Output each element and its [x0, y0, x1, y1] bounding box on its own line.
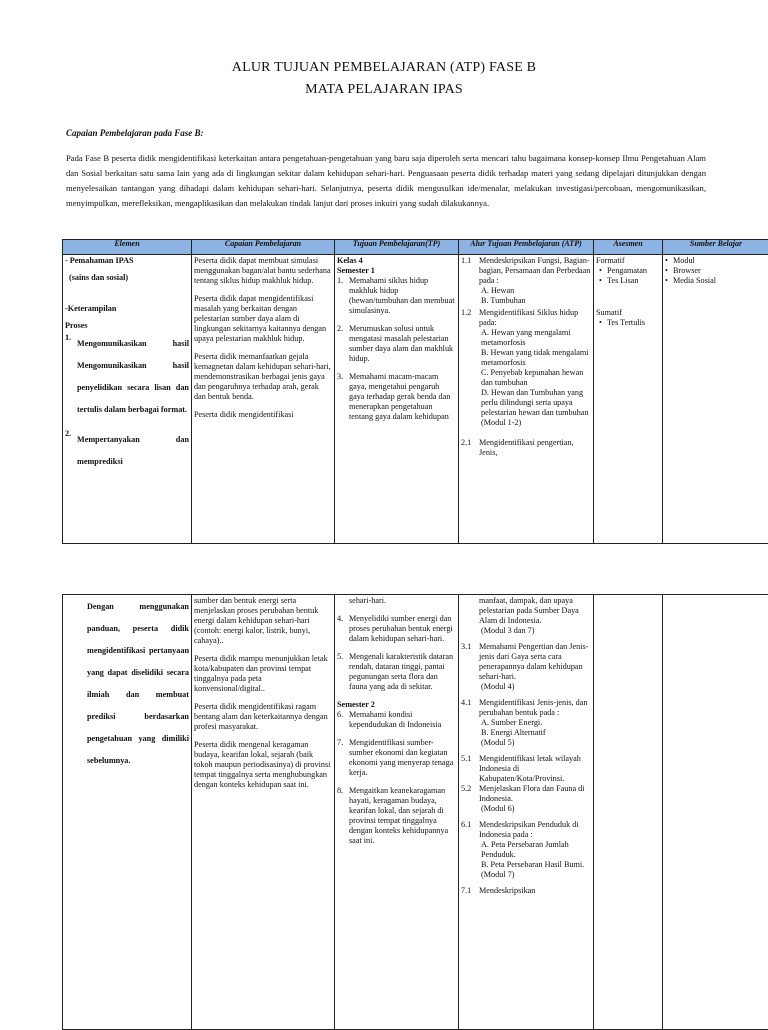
- cp-cell: [192, 595, 335, 1030]
- atp-sub: B. Tumbuhan: [461, 296, 591, 306]
- atp-continuation: manfaat, dampak, dan upaya pelestarian pada Sumber Daya Alam di Indonesia.: [461, 596, 591, 626]
- atp-modul: (Modul 5): [461, 738, 591, 748]
- atp-modul: (Modul 4): [461, 682, 591, 692]
- header-cp: Capaian Pembelajaran: [192, 240, 335, 255]
- elemen-cell: [63, 255, 192, 544]
- elemen-proses: Proses: [65, 321, 189, 331]
- elemen-pemahaman: - Pemahaman IPAS: [65, 256, 189, 266]
- tp-item: 4. Menyelidiki sumber energi dan proses perubahan bentuk energi dalam kehidupan sehari-hari.: [337, 614, 456, 644]
- atp-sub: A. Hewan: [461, 286, 591, 296]
- header-elemen: Elemen: [63, 240, 192, 255]
- sumber-item: • Browser: [665, 266, 767, 276]
- cp-paragraph: Peserta didik mampu menunjukkan letak kota/kabupaten dan provinsi tempat tinggalnya pada peta konvensional/digital..: [194, 654, 332, 694]
- sumber-item: • Modul: [665, 256, 767, 266]
- atp-item: 1.2 Mengidentifikasi Siklus hidup pada:: [461, 308, 591, 328]
- header-tp: Tujuan Pembelajaran(TP): [335, 240, 459, 255]
- elemen-sains-sosial: (sains dan sosial): [65, 273, 189, 283]
- atp-table-2: [62, 594, 768, 1030]
- page-subtitle: MATA PELAJARAN IPAS: [0, 82, 768, 98]
- cp-paragraph: Peserta didik mengenal keragaman budaya, kearifan lokal, sejarah (baik tokoh maupun periodisasinya) di provinsi tempat tinggalnya serta menghubungkan dengan konteks kehidupan saat ini.: [194, 740, 332, 790]
- tp-semester: Semester 2: [337, 700, 456, 710]
- atp-item: 3.1 Memahami Pengertian dan Jenis-jenis dari Gaya serta cara penerapannya dalam kehidupan sehari-hari.: [461, 642, 591, 682]
- elemen-text: Dengan menggunakan panduan, peserta didik mengidentifikasi pertanyaan yang dapat diselidiki secara ilmiah dan membuat prediksi berdasarkan pengetahuan yang dimiliki sebelumnya.: [65, 596, 189, 772]
- elemen-item-1: 1. Mengomunikasikan hasil Mengomunikasikan hasil penyelidikan secara lisan dan tertulis dalam berbagai format.: [65, 333, 189, 421]
- atp-modul: (Modul 6): [461, 804, 591, 814]
- cp-paragraph: Peserta didik memanfaatkan gejala kemagnetan dalam kehidupan sehari-hari, mendemonstrasikan berbagai jenis gaya dan pengaruhnya terhadap arah, gerak dan bentuk benda.: [194, 352, 332, 402]
- atp-table-1: [62, 239, 768, 544]
- intro-paragraph: Pada Fase B peserta didik mengidentifikasi keterkaitan antara pengetahuan-pengetahuan yang baru saja diperoleh serta mencari tahu bagaimana konsep-konsep Ilmu Pengetahuan Alam dan Sosial berkaitan satu sama lain yang ada di lingkungan sekitar dalam kehidupan sehari-hari. Penguasaan peserta didik terhadap materi yang sedang dipelajari ditunjukkan dengan menyelesaikan tantangan yang dihadapi dalam kehidupan sehari-hari. Selanjutnya, peserta didik mengusulkan ide/menalar, melakukan investigasi/percobaan, mengomunikasikan, menyimpulkan, merefleksikan, mengaplikasikan dan melakukan tindak lanjut dari proses inkuiri yang sudah dilakukannya.: [66, 151, 706, 211]
- atp-item: 2.1 Mengidentifikasi pengertian, Jenis,: [461, 438, 591, 458]
- atp-sub: B. Energi Alternatif: [461, 728, 591, 738]
- tp-item: 7. Mengidentifikasi sumber-sumber ekonomi dan kegiatan ekonomi yang menyerap tenaga kerja.: [337, 738, 456, 778]
- asesmen-formatif: Formatif: [596, 256, 660, 266]
- atp-sub: A. Sumber Energi.: [461, 718, 591, 728]
- cp-cell: [192, 255, 335, 544]
- atp-sub: B. Hewan yang tidak mengalami metamorfosis: [461, 348, 591, 368]
- header-asesmen: Asesmen: [594, 240, 663, 255]
- atp-item: 5.1 Mengidentifikasi letak wilayah Indonesia di Kabupaten/Kota/Provinsi.: [461, 754, 591, 784]
- atp-sub: B. Peta Persebaran Hasil Bumi.: [461, 860, 591, 870]
- asesmen-sumatif: Sumatif: [596, 308, 660, 318]
- atp-item: 5.2 Menjelaskan Flora dan Fauna di Indonesia.: [461, 784, 591, 804]
- atp-modul: (Modul 1-2): [461, 418, 591, 428]
- asesmen-item: • Tes Lisan: [596, 276, 660, 286]
- cp-heading: Capaian Pembelajaran pada Fase B:: [66, 128, 204, 138]
- header-sumber: Sumber Belajar: [663, 240, 768, 255]
- header-atp: Alur Tujuan Pembelajaran (ATP): [459, 240, 594, 255]
- tp-item: 2. Merumuskan solusi untuk mengatasi masalah pelestarian sumber daya alam dan makhluk hidup.: [337, 324, 456, 364]
- page-title: ALUR TUJUAN PEMBELAJARAN (ATP) FASE B: [0, 60, 768, 76]
- tp-item: 3. Memahami macam-macam gaya, mengetahui pengaruh gaya terhadap gerak benda dan menerapkan pengetahuan tentang gaya dalam kehidupan: [337, 372, 456, 422]
- table-header-row: [63, 240, 768, 255]
- table-row: [63, 595, 768, 1030]
- atp-item: 7.1 Mendeskripsikan: [461, 886, 591, 896]
- atp-modul: (Modul 7): [461, 870, 591, 880]
- tp-cell: [335, 595, 459, 1030]
- tp-kelas: Kelas 4: [337, 256, 456, 266]
- cp-paragraph: Peserta didik dapat membuat simulasi menggunakan bagan/alat bantu sederhana tentang siklus hidup makhluk hidup.: [194, 256, 332, 286]
- tp-continuation: sehari-hari.: [337, 596, 456, 606]
- elemen-keterampilan: -Keterampilan: [65, 304, 189, 314]
- atp-cell: [459, 595, 594, 1030]
- atp-modul: (Modul 3 dan 7): [461, 626, 591, 636]
- cp-paragraph: Peserta didik mengidentifikasi: [194, 410, 332, 420]
- sumber-item: • Media Sosial: [665, 276, 767, 286]
- tp-item: 1. Memahami siklus hidup makhluk hidup (hewan/tumbuhan dan membuat simulasinya.: [337, 276, 456, 316]
- atp-sub: A. Hewan yang mengalami metamorfosis: [461, 328, 591, 348]
- table-row: [63, 255, 768, 544]
- atp-sub: D. Hewan dan Tumbuhan yang perlu dilindungi serta upaya pelestarian hewan dan tumbuhan: [461, 388, 591, 418]
- tp-item: 8. Mengaitkan keanekaragaman hayati, keragaman budaya, kearifan lokal, dan sejarah di provinsi tempat tinggalnya dengan konteks kehidupannya saat ini.: [337, 786, 456, 846]
- sumber-cell: [663, 595, 768, 1030]
- cp-paragraph: sumber dan bentuk energi serta menjelaskan proses perubahan bentuk energi dalam kehidupan sehari-hari (contoh: energi kalor, listrik, bunyi, cahaya)..: [194, 596, 332, 646]
- elemen-cell: [63, 595, 192, 1030]
- sumber-cell: [663, 255, 768, 544]
- asesmen-cell: [594, 595, 663, 1030]
- atp-item: 1.1 Mendeskripsikan Fungsi, Bagian-bagian, Persamaan dan Perbedaan pada :: [461, 256, 591, 286]
- atp-item: 4.1 Mengidentifikasi Jenis-jenis, dan perubahan bentuk pada :: [461, 698, 591, 718]
- asesmen-item: • Pengamatan: [596, 266, 660, 276]
- cp-paragraph: Peserta didik dapat mengidentifikasi masalah yang berkaitan dengan pelestarian sumber daya alam di lingkungan sekitarnya kaitannya dengan upaya pelestarian makhluk hidup.: [194, 294, 332, 344]
- atp-sub: A. Peta Persebaran Jumlah Penduduk.: [461, 840, 591, 860]
- tp-item: 6. Memahami kondisi kependudukan di Indoneisia: [337, 710, 456, 730]
- cp-paragraph: Peserta didik mengidentifikasi ragam bentang alam dan keterkaitannya dengan profesi masyarakat.: [194, 702, 332, 732]
- tp-cell: [335, 255, 459, 544]
- asesmen-item: • Tes Tertulis: [596, 318, 660, 328]
- asesmen-cell: [594, 255, 663, 544]
- atp-cell: [459, 255, 594, 544]
- tp-item: 5. Mengenali karakteristik dataran rendah, dataran tinggi, pantai pegunungan serta flora dan fauna yang ada di sekitar.: [337, 652, 456, 692]
- atp-item: 6.1 Mendeskripsikan Penduduk di Indonesia pada :: [461, 820, 591, 840]
- tp-semester: Semester 1: [337, 266, 456, 276]
- atp-sub: C. Penyebab kepunahan hewan dan tumbuhan: [461, 368, 591, 388]
- elemen-item-2: 2. Mempertanyakan dan memprediksi: [65, 429, 189, 473]
